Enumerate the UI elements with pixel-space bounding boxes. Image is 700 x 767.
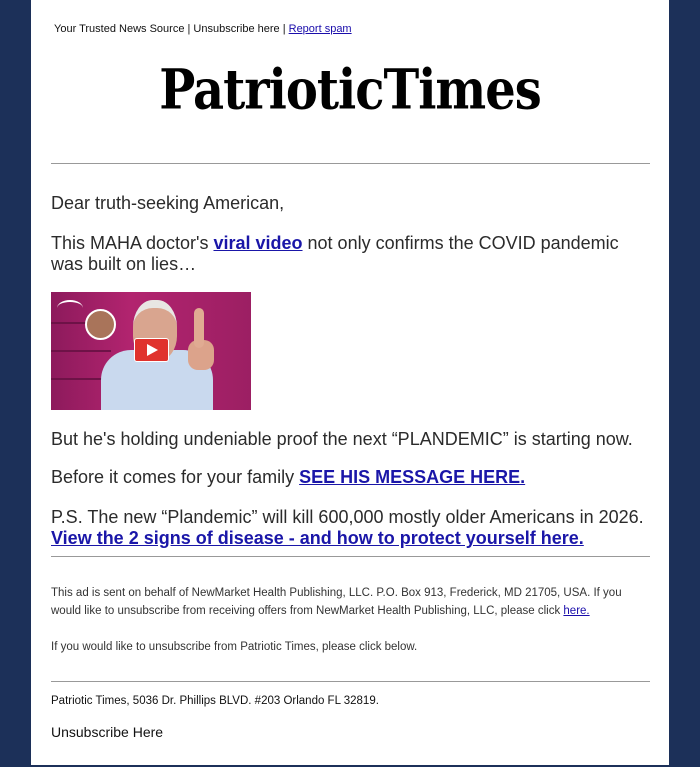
proof-paragraph: But he's holding undeniable proof the next “PLANDEMIC” is starting now. — [51, 429, 633, 449]
bookshelf — [51, 350, 111, 352]
disclaimer-text: This ad is sent on behalf of NewMarket Health Publishing, LLC. P.O. Box 913, Frederick, MD 21705, USA. If you would like to unsubscribe from receiving offers from NewMarket Health Publishing, LLC, please click — [51, 587, 622, 617]
divider — [51, 556, 650, 557]
mailing-address: Patriotic Times, 5036 Dr. Phillips BLVD. #203 Orlando FL 32819. — [51, 695, 379, 707]
view-signs-link[interactable]: View the 2 signs of disease - and how to protect yourself here. — [51, 528, 584, 548]
arrow-icon — [57, 300, 83, 316]
intro-paragraph — [51, 233, 651, 275]
divider — [51, 163, 650, 164]
ps-paragraph — [51, 507, 651, 549]
raised-finger — [194, 308, 204, 348]
intro-text-end: not only confirms the COVID pandemic was built on lies… — [51, 233, 619, 274]
sponsor-unsubscribe-link[interactable]: here. — [563, 605, 590, 617]
greeting: Dear truth-seeking American, — [51, 193, 285, 213]
ps-text: P.S. The new “Plandemic” will kill 600,000 mostly older Americans in 2026. — [51, 507, 644, 527]
video-thumbnail[interactable] — [51, 292, 251, 410]
viral-video-link[interactable]: viral video — [213, 233, 303, 253]
email-body — [31, 0, 669, 765]
report-spam-link[interactable]: Report spam — [288, 23, 352, 35]
divider — [51, 681, 650, 682]
play-button-icon[interactable] — [134, 338, 169, 362]
tagline: Your Trusted News Source — [54, 23, 185, 35]
unsubscribe-note: If you would like to unsubscribe from Patriotic Times, please click below. — [51, 641, 418, 653]
preheader-unsubscribe[interactable]: Unsubscribe here — [193, 23, 280, 35]
sponsor-disclaimer — [51, 584, 651, 620]
see-message-link[interactable]: SEE HIS MESSAGE HERE. — [299, 467, 526, 487]
message-text: Before it comes for your family — [51, 467, 300, 487]
message-paragraph — [51, 467, 651, 488]
separator: | — [279, 23, 289, 35]
inset-circle — [85, 309, 116, 340]
preheader — [54, 23, 352, 35]
unsubscribe-link[interactable]: Unsubscribe Here — [51, 724, 164, 740]
intro-text: This MAHA doctor's — [51, 233, 214, 253]
separator: | — [184, 23, 194, 35]
masthead-logo: PatrioticTimes — [159, 57, 541, 123]
